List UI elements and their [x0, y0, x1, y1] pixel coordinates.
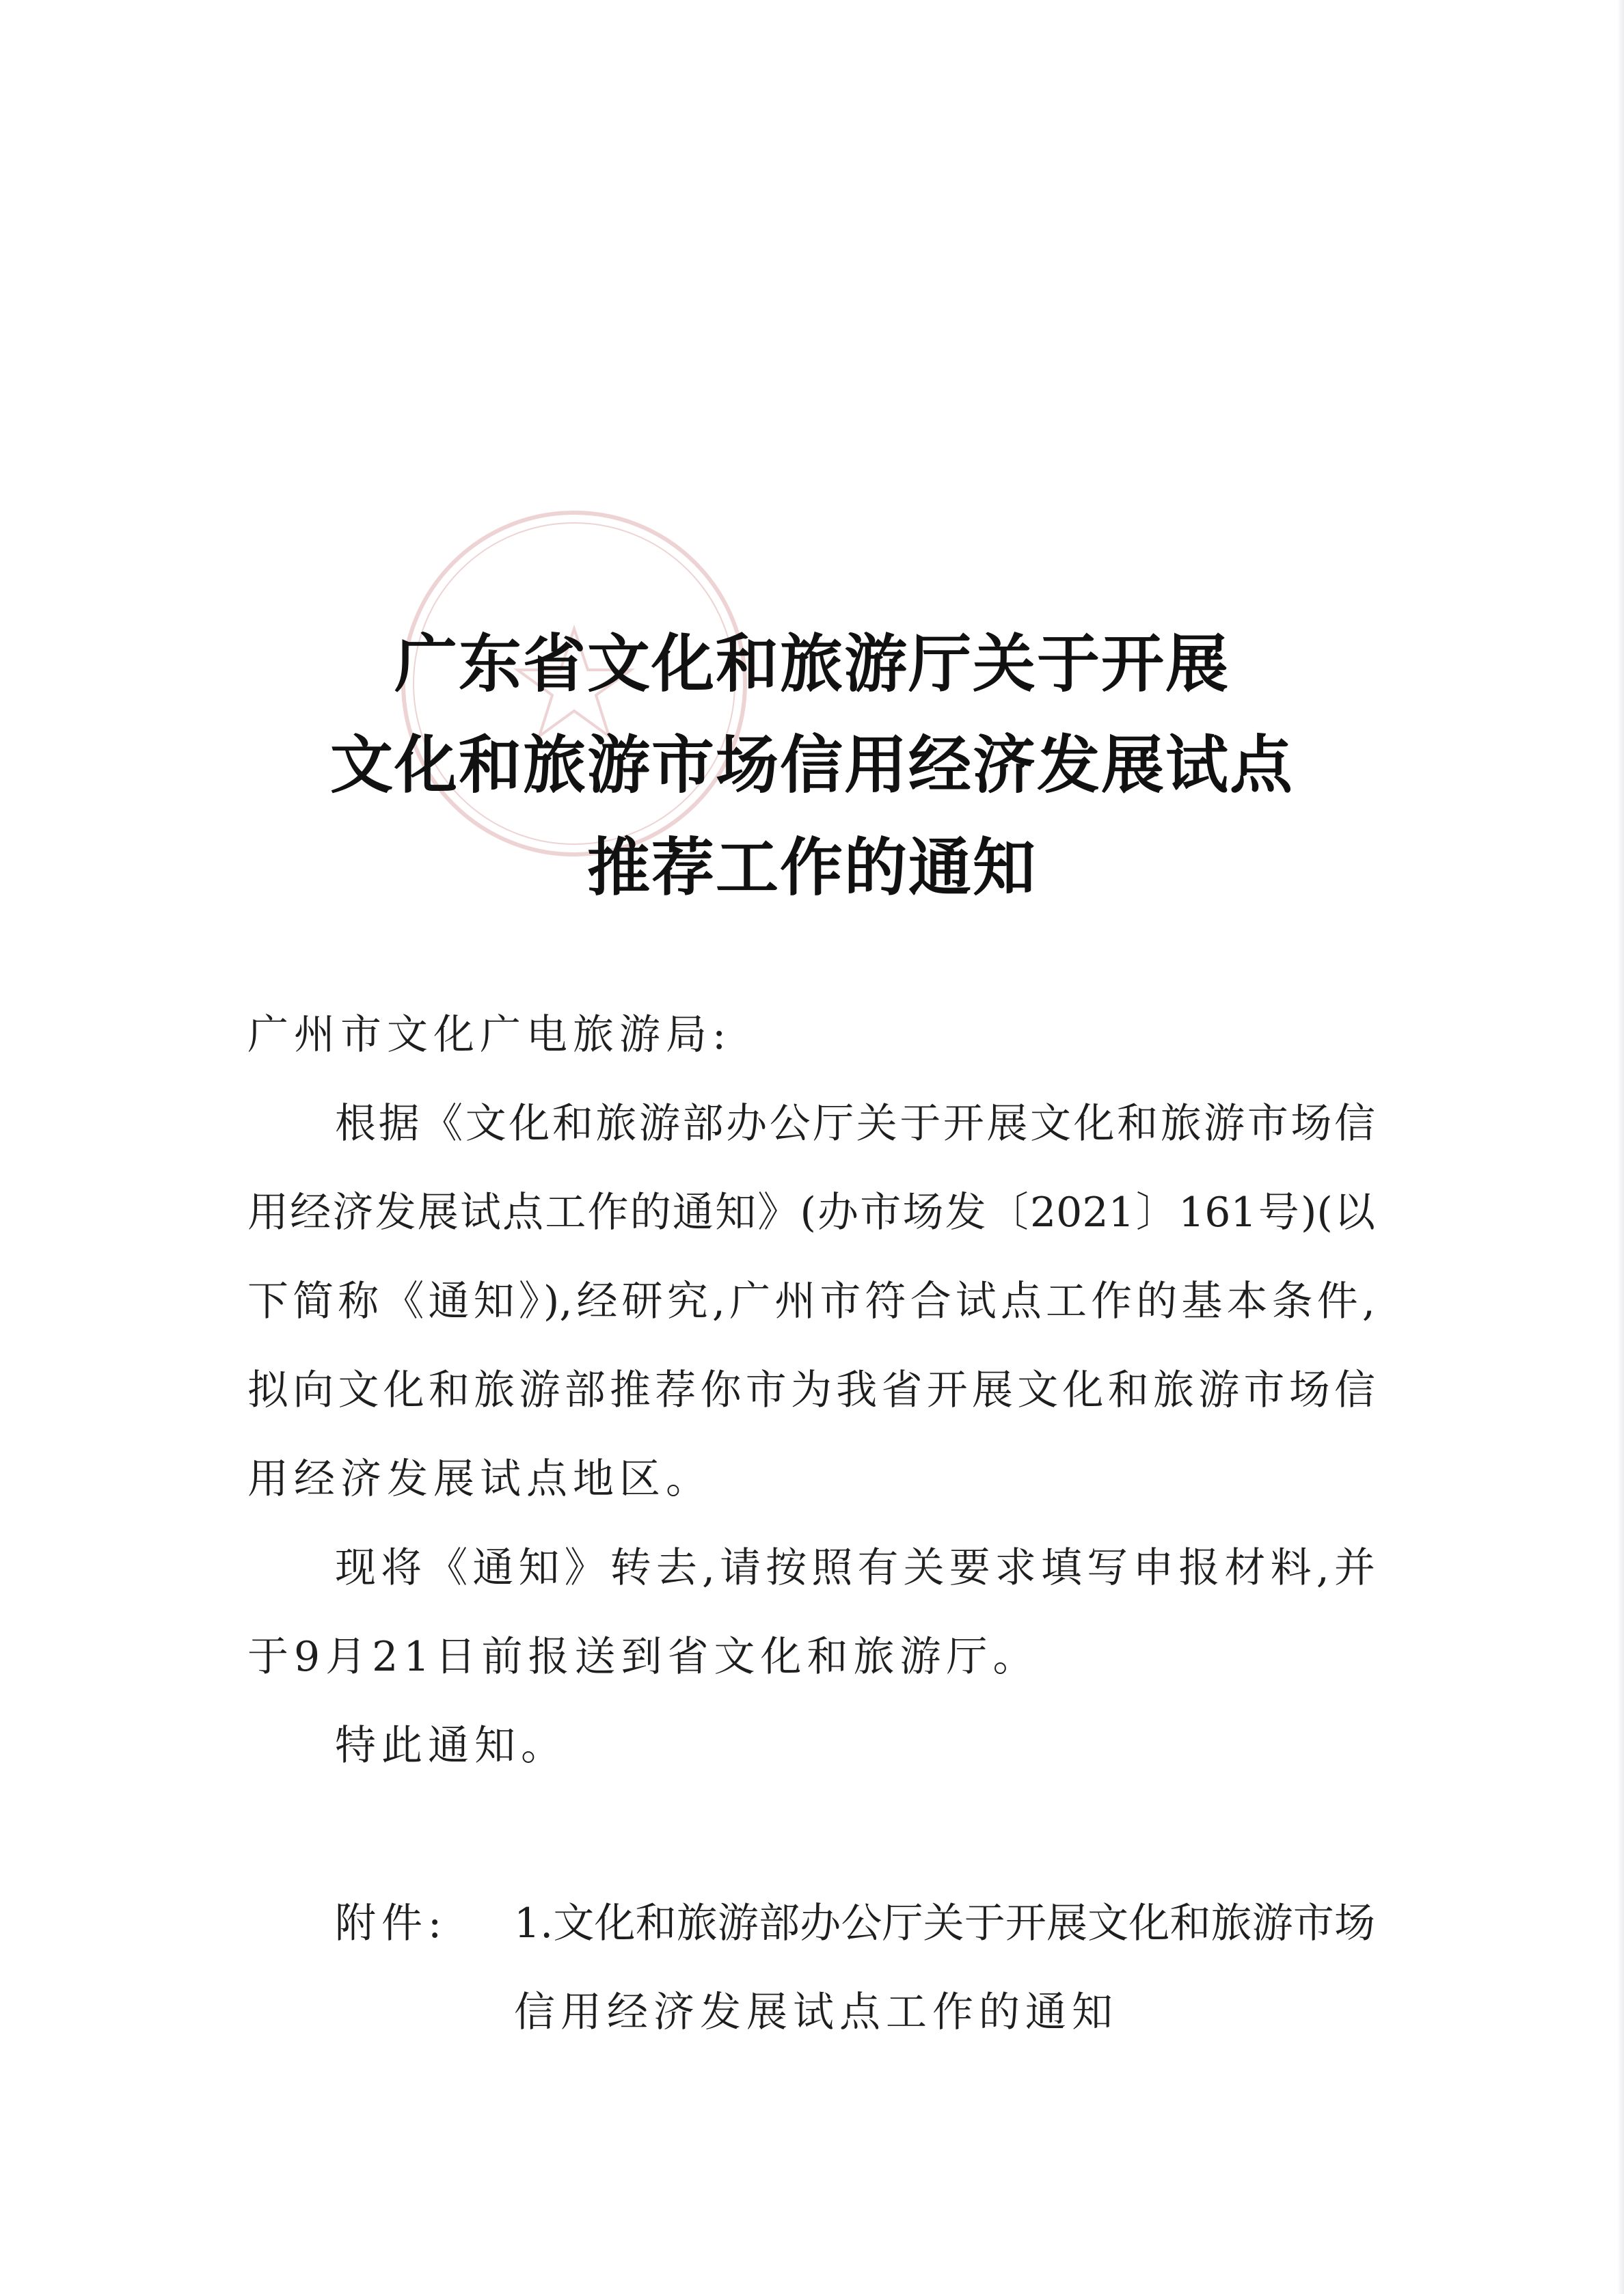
closing-remark: 特此通知。 [335, 1722, 567, 1770]
attachment-label: 附件: [335, 1900, 448, 1947]
attachment-item-line-1: 1.文化和旅游部办公厅关于开展文化和旅游市场 [514, 1900, 1375, 1947]
paragraph1-line-1: 根据《文化和旅游部办公厅关于开展文化和旅游市场信 [335, 1100, 1375, 1148]
paragraph1-line-2: 用经济发展试点工作的通知》(办市场发〔2021〕161号)(以 [247, 1189, 1375, 1237]
scan-edge [1617, 0, 1624, 2294]
paragraph1-line-3: 下简称《通知》),经研究,广州市符合试点工作的基本条件, [247, 1278, 1375, 1325]
paragraph2-line-1: 现将《通知》转去,请按照有关要求填写申报材料,并 [335, 1544, 1375, 1592]
paragraph2-line-2: 于9月21日前报送到省文化和旅游厅。 [247, 1633, 1040, 1681]
attachment-item-line-2: 信用经济发展试点工作的通知 [514, 1988, 1118, 2036]
paragraph1-line-5: 用经济发展试点地区。 [247, 1455, 712, 1503]
paragraph1-line-4: 拟向文化和旅游部推荐你市为我省开展文化和旅游市场信 [247, 1366, 1375, 1414]
title-line-1: 广东省文化和旅游厅关于开展 [394, 628, 1230, 701]
addressee: 广州市文化广电旅游局: [247, 1011, 732, 1059]
title-line-2: 文化和旅游市场信用经济发展试点 [329, 729, 1294, 802]
title-line-3: 推荐工作的通知 [586, 831, 1037, 904]
